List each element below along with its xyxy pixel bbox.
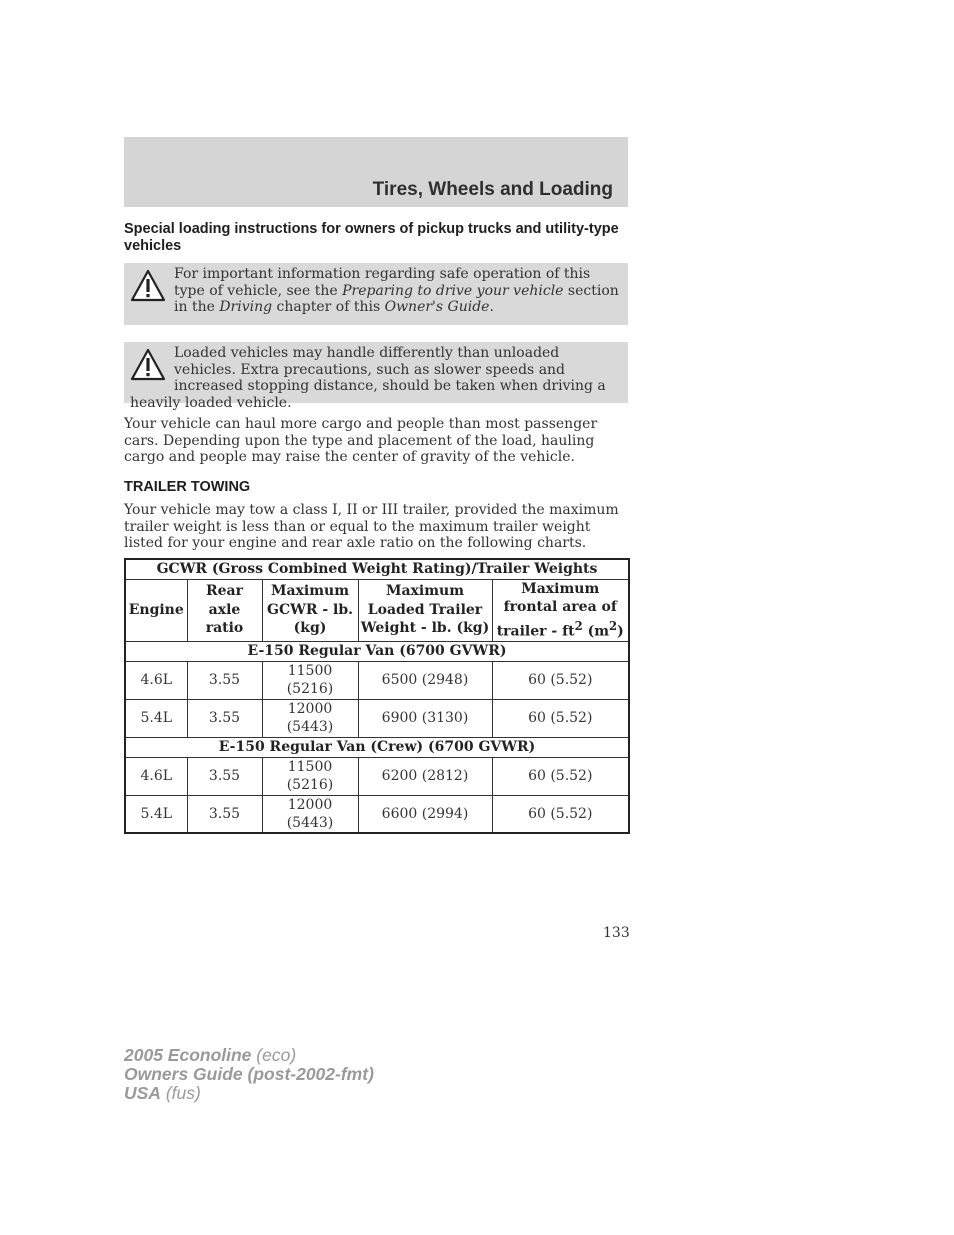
towing-paragraph: Your vehicle may tow a class I, II or III trailer, provided the maximum trailer weight is less than or equal to the maximum trailer weight listed for your engine and rear axle ratio on the following charts. (124, 502, 619, 551)
cell-frontal-area: 60 (5.52) (492, 757, 629, 795)
cargo-paragraph: Your vehicle can haul more cargo and people than most passenger cars. Depending upon the type and placement of the load, hauling cargo and people may raise the center of gravity of the vehicle. (124, 416, 598, 465)
table-group-header: E-150 Regular Van (Crew) (6700 GVWR) (125, 737, 629, 757)
cell-trailer-weight: 6200 (2812) (358, 757, 492, 795)
table-group-header: E-150 Regular Van (6700 GVWR) (125, 641, 629, 661)
cell-axle-ratio: 3.55 (187, 661, 262, 699)
cell-engine: 4.6L (125, 757, 187, 795)
warning-reference-chapter-section: Preparing to drive your vehicle (342, 282, 564, 299)
cell-engine: 4.6L (125, 661, 187, 699)
warning-box-safe-operation (124, 263, 628, 325)
warning-reference-guide: Owner's Guide (384, 299, 490, 315)
cell-frontal-area: 60 (5.52) (492, 661, 629, 699)
footer-line-model: 2005 Econoline (eco) (124, 1045, 297, 1065)
footer-line-market: USA (fus) (124, 1083, 201, 1103)
column-header-engine: Engine (125, 579, 187, 641)
cell-engine: 5.4L (125, 795, 187, 833)
warning-text: section in the (174, 282, 619, 315)
cell-gcwr: 11500 (5216) (262, 661, 358, 699)
table-title: GCWR (Gross Combined Weight Rating)/Trailer Weights (125, 559, 629, 579)
cell-trailer-weight: 6900 (3130) (358, 699, 492, 737)
warning-text: . (489, 299, 494, 315)
cell-trailer-weight: 6500 (2948) (358, 661, 492, 699)
section-header-band (124, 137, 628, 207)
subheading: Special loading instructions for owners of pickup trucks and utility-type vehicles (124, 221, 619, 254)
page-number: 133 (603, 925, 630, 941)
cell-trailer-weight: 6600 (2994) (358, 795, 492, 833)
cell-axle-ratio: 3.55 (187, 699, 262, 737)
table-row (125, 795, 629, 833)
table-row (125, 757, 629, 795)
warning-text: Loaded vehicles may handle differently than unloaded vehicles. Extra precautions, such as slower speeds and increased stopping distance, should be taken when driving a heavily loaded vehicle. (130, 345, 606, 411)
gcwr-trailer-weights-table (124, 558, 630, 834)
column-header-max-frontal-area: Maximum frontal area of trailer - $ft^2$ $(m^2)$ (492, 579, 629, 641)
cell-axle-ratio: 3.55 (187, 795, 262, 833)
column-header-max-gcwr: Maximum GCWR - lb. (kg) (262, 579, 358, 641)
document-footer (124, 1046, 374, 1103)
cell-frontal-area: 60 (5.52) (492, 795, 629, 833)
table-row (125, 699, 629, 737)
cell-gcwr: 12000 (5443) (262, 795, 358, 833)
warning-triangle-icon (130, 269, 166, 303)
footer-line-guide: Owners Guide (post-2002-fmt) (124, 1064, 374, 1084)
cell-gcwr: 12000 (5443) (262, 699, 358, 737)
column-header-axle-ratio: Rear axle ratio (187, 579, 262, 641)
cell-frontal-area: 60 (5.52) (492, 699, 629, 737)
column-header-max-trailer-weight: Maximum Loaded Trailer Weight - lb. (kg) (358, 579, 492, 641)
warning-triangle-icon (130, 348, 166, 382)
cell-gcwr: 11500 (5216) (262, 757, 358, 795)
table-row (125, 661, 629, 699)
warning-box-loaded-vehicles (124, 342, 628, 411)
warning-text: For important information regarding safe operation of this type of vehicle, see the (174, 266, 591, 299)
cell-engine: 5.4L (125, 699, 187, 737)
section-title: Tires, Wheels and Loading (372, 179, 613, 200)
cell-axle-ratio: 3.55 (187, 757, 262, 795)
warning-reference-chapter: Driving (219, 299, 273, 315)
trailer-towing-heading: TRAILER TOWING (124, 479, 251, 495)
warning-text: chapter of this (272, 299, 385, 315)
